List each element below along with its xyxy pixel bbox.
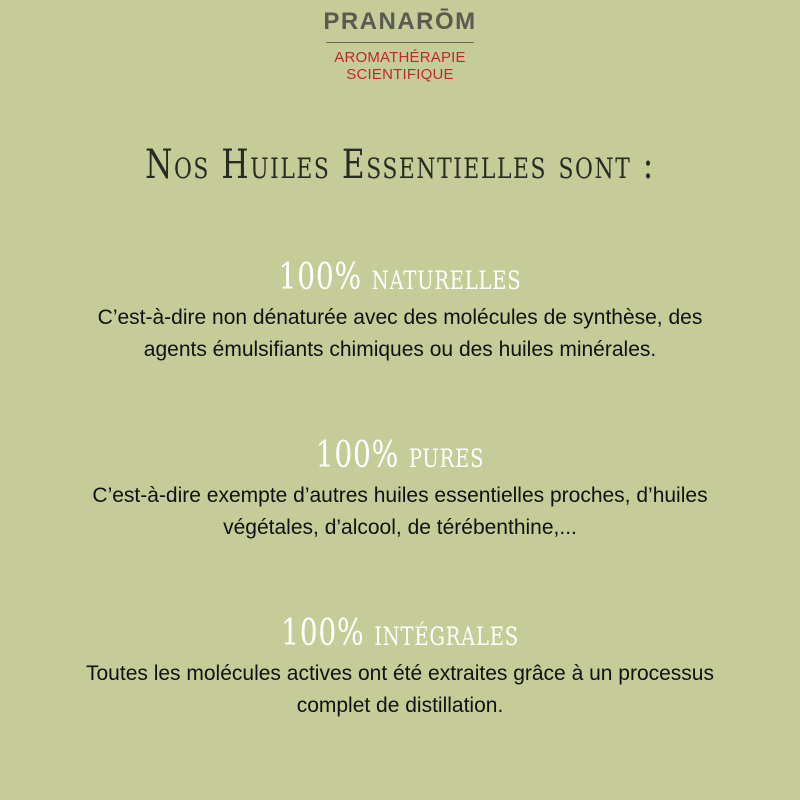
section-title: 100% intégrales	[281, 613, 519, 654]
section-body	[0, 480, 800, 544]
brand-name: PRANARŌM	[323, 8, 477, 35]
section-naturelles	[0, 258, 800, 366]
logo-divider	[326, 42, 474, 43]
section-integrales	[0, 614, 800, 722]
brand-tagline-line2: SCIENTIFIQUE	[346, 66, 454, 83]
page-title: Nos Huiles Essentielles sont :	[145, 142, 655, 188]
section-body-line: complet de distillation.	[296, 694, 504, 717]
section-body	[0, 302, 800, 366]
brand-tagline-line1: AROMATHÉRAPIE	[334, 49, 466, 66]
section-body-line: Toutes les molécules actives ont été extraites grâce à un processus	[86, 662, 714, 685]
section-body-line: C’est-à-dire non dénaturée avec des molécules de synthèse, des	[97, 306, 703, 329]
section-title: 100% naturelles	[278, 257, 522, 298]
brand-logo	[0, 8, 800, 83]
section-body-line: agents émulsifiants chimiques ou des huiles minérales.	[143, 338, 657, 361]
section-body-line: végétales, d’alcool, de térébenthine,...	[223, 516, 577, 539]
section-title: 100% pures	[315, 435, 485, 476]
section-body	[0, 658, 800, 722]
section-body-line: C’est-à-dire exempte d’autres huiles essentielles proches, d’huiles	[92, 484, 708, 507]
section-pures	[0, 436, 800, 544]
